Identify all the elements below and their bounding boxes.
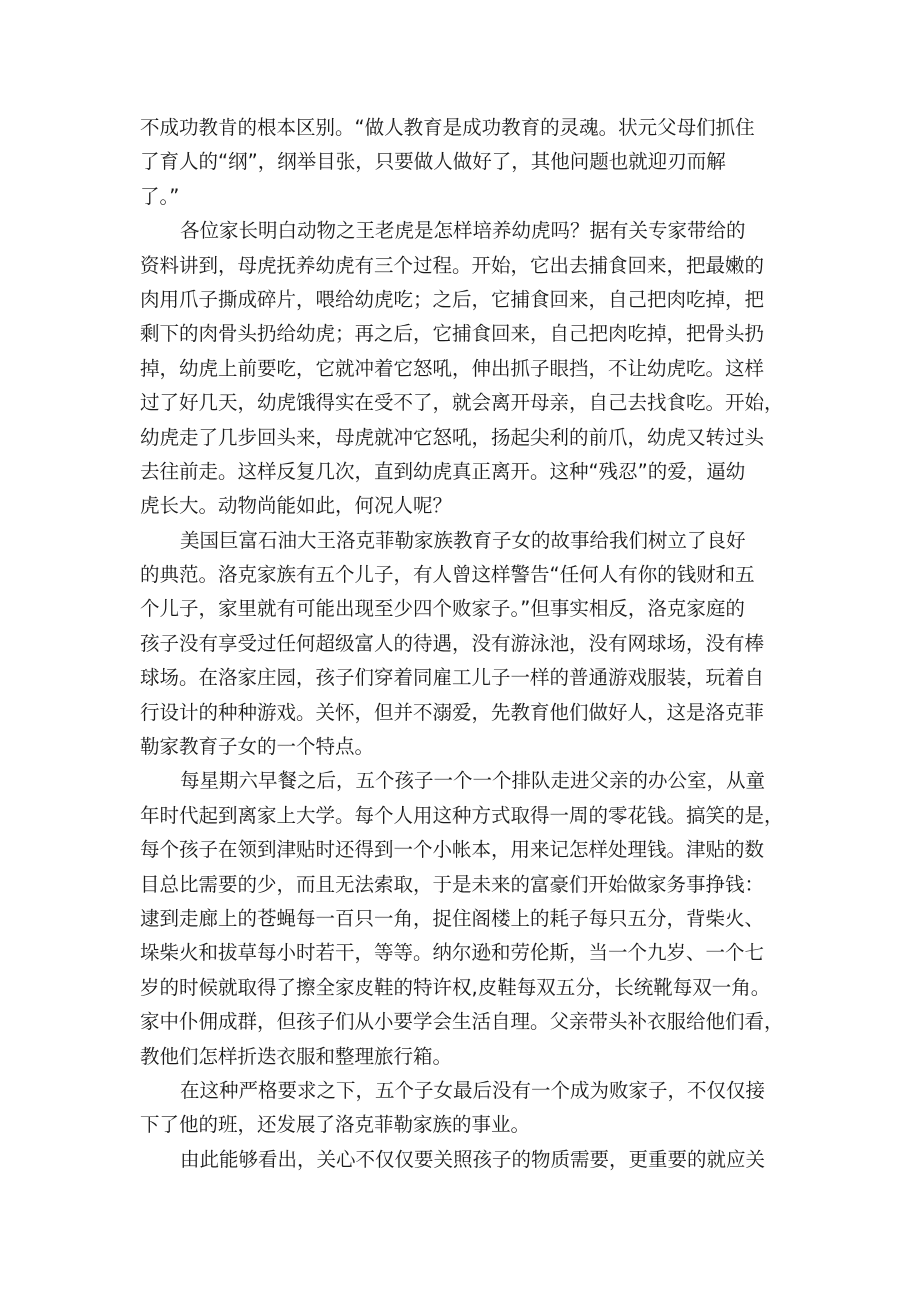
text-line: 教他们怎样折迭衣服和整理旅行箱。 (140, 1044, 453, 1068)
text-line: 勒家教育子女的一个特点。 (140, 735, 375, 759)
text-line: 去往前走。这样反复几次，直到幼虎真正离开。这种“残忍”的爱，逼幼 (140, 459, 746, 483)
text-line: 幼虎走了几步回头来，母虎就冲它怒吼，扬起尖利的前爪，幼虎又转过头 (140, 425, 765, 449)
text-line: 每个孩子在领到津贴时还得到一个小帐本，用来记怎样处理钱。津贴的数 (140, 838, 765, 862)
text-line: 岁的时候就取得了擦全家皮鞋的特许权,皮鞋每双五分，长统靴每双一角。 (140, 975, 771, 999)
text-line: 掉，幼虎上前要吃，它就冲着它怒吼，伸出抓子眼挡，不让幼虎吃。这样 (140, 356, 765, 380)
text-line: 资料讲到，母虎抚养幼虎有三个过程。开始，它出去捕食回来，把最嫩的 (140, 253, 765, 277)
text-line: 不成功教肯的根本区别。“做人教育是成功教育的灵魂。状元父母们抓住 (140, 116, 755, 139)
text-line: 个儿子，家里就有可能出现至少四个败家子。”但事实相反，洛克家庭的 (140, 597, 745, 621)
text-line: 的典范。洛克家族有五个儿子，有人曾这样警告“任何人有你的钱财和五 (140, 563, 755, 587)
text-line: 球场。在洛家庄园，孩子们穿着同雇工儿子一样的普通游戏服装，玩着自 (140, 666, 765, 690)
text-line: 在这种严格要求之下，五个子女最后没有一个成为败家子，不仅仅接 (180, 1078, 766, 1102)
text-line: 美国巨富石油大王洛克菲勒家族教育子女的故事给我们树立了良好 (180, 528, 746, 552)
text-line: 了育人的“纲”，纲举目张，只要做人做好了，其他问题也就迎刃而解 (140, 150, 726, 174)
text-line: 逮到走廊上的苍蝇每一百只一角，捉住阁楼上的耗子每只五分，背柴火、 (140, 906, 765, 930)
text-line: 过了好几天，幼虎饿得实在受不了，就会离开母亲，自己去找食吃。开始， (140, 391, 784, 415)
text-line: 年时代起到离家上大学。每个人用这种方式取得一周的零花钱。搞笑的是， (140, 803, 784, 827)
text-line: 每星期六早餐之后，五个孩子一个一个排队走进父亲的办公室，从童 (180, 769, 766, 793)
text-line: 了。” (140, 184, 180, 208)
text-line: 下了他的班，还发展了洛克菲勒家族的事业。 (140, 1113, 531, 1137)
text-line: 剩下的肉骨头扔给幼虎；再之后，它捕食回来，自己把肉吃掉，把骨头扔 (140, 322, 765, 346)
text-line: 虎长大。动物尚能如此，何况人呢？ (140, 494, 453, 518)
text-line: 目总比需要的少，而且无法索取，于是未来的富豪们开始做家务事挣钱： (140, 872, 765, 896)
text-line: 家中仆佣成群，但孩子们从小要学会生活自理。父亲带头补衣服给他们看， (140, 1010, 784, 1034)
text-line: 行设计的种种游戏。关怀，但并不溺爱，先教育他们做好人，这是洛克菲 (140, 700, 765, 724)
text-line: 各位家长明白动物之王老虎是怎样培养幼虎吗？据有关专家带给的 (180, 219, 746, 243)
text-line: 孩子没有享受过任何超级富人的待遇，没有游泳池，没有网球场，没有棒 (140, 631, 765, 655)
text-line: 垛柴火和拔草每小时若干，等等。纳尔逊和劳伦斯，当一个九岁、一个七 (140, 941, 765, 965)
body-text (140, 111, 790, 1177)
text-line: 肉用爪子撕成碎片，喂给幼虎吃；之后，它捕食回来，自己把肉吃掉，把 (140, 287, 765, 311)
text-line: 由此能够看出，关心不仅仅要关照孩子的物质需要，更重要的就应关 (180, 1147, 766, 1171)
